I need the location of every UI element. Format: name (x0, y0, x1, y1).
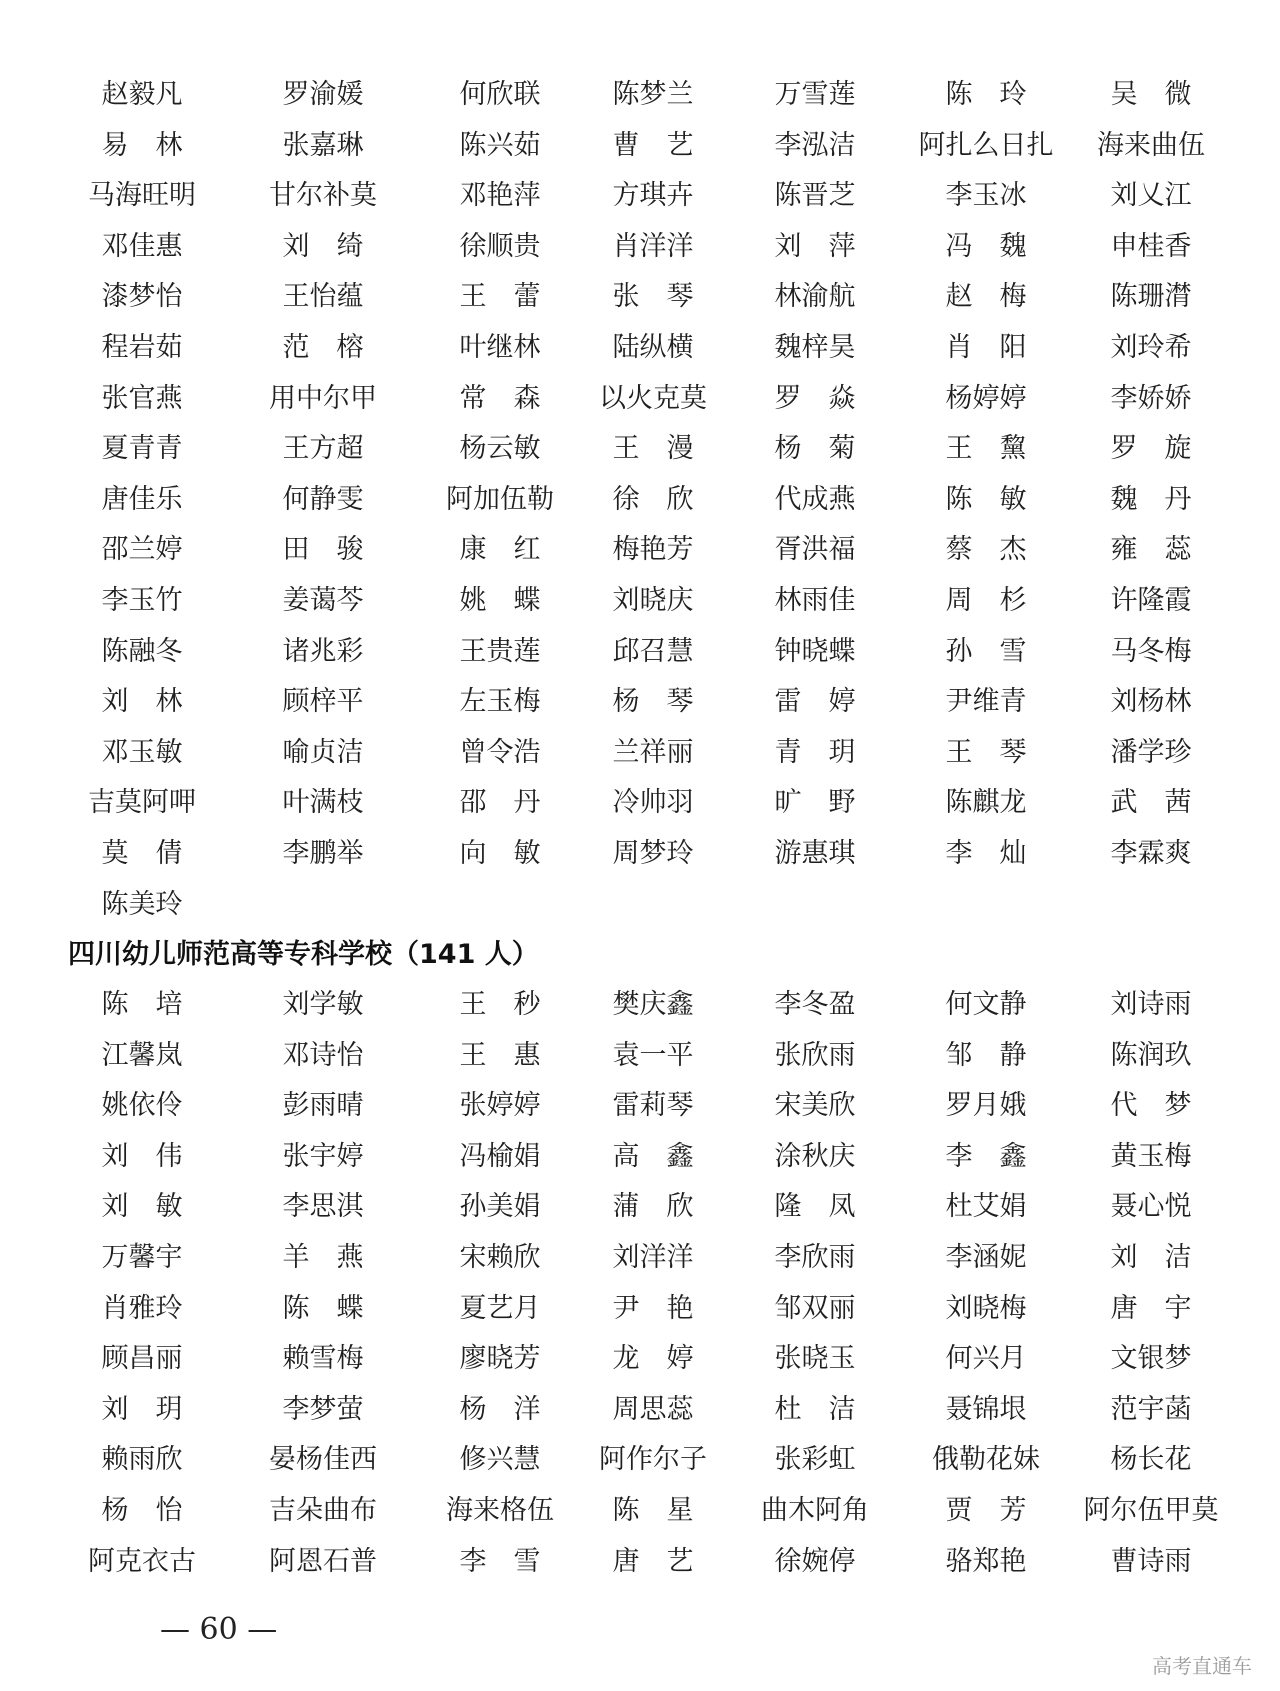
name-cell: 杨长花 (1110, 1444, 1192, 1476)
name-cell: 刘诗雨 (1110, 989, 1192, 1020)
name-cell: 蔡 杰 (945, 534, 1027, 566)
name-cell: 叶满枝 (282, 787, 364, 819)
name-cell: 梅艳芳 (612, 534, 694, 566)
name-row (0, 1334, 1280, 1384)
name-row (0, 272, 1280, 322)
name-cell: 武 茜 (1110, 787, 1192, 819)
name-cell: 唐佳乐 (101, 483, 183, 515)
name-cell: 徐 欣 (612, 483, 694, 515)
name-cell: 杨 洋 (459, 1393, 541, 1425)
name-row (0, 1435, 1280, 1485)
name-cell: 阿尔伍甲莫 (1083, 1495, 1219, 1526)
name-cell: 张 琴 (612, 281, 694, 313)
name-row (0, 1031, 1280, 1081)
name-cell: 陈梦兰 (612, 79, 694, 110)
name-cell: 陈美玲 (101, 888, 183, 920)
name-cell: 夏青青 (101, 433, 183, 465)
name-cell: 罗 焱 (774, 382, 856, 414)
name-cell: 陈 培 (101, 989, 183, 1020)
name-cell: 刘玲希 (1110, 332, 1192, 363)
name-row (0, 1486, 1280, 1536)
name-cell: 诸兆彩 (282, 635, 364, 667)
name-cell: 周思蕊 (612, 1393, 694, 1425)
name-cell: 易 林 (101, 129, 183, 161)
name-cell: 刘 玥 (101, 1393, 183, 1425)
name-cell: 宋美欣 (774, 1090, 856, 1122)
name-cell: 左玉梅 (459, 686, 541, 718)
name-cell: 向 敏 (459, 838, 541, 869)
name-cell: 陈麒龙 (945, 787, 1027, 819)
name-cell: 刘乂江 (1110, 180, 1192, 212)
name-cell: 陈兴茹 (459, 129, 541, 161)
name-cell: 张官燕 (101, 382, 183, 414)
name-cell: 张晓玉 (774, 1343, 856, 1375)
name-cell: 姚依伶 (101, 1090, 183, 1122)
name-cell: 李玉冰 (945, 180, 1027, 212)
name-cell: 李 灿 (945, 838, 1027, 869)
name-cell: 李涵妮 (945, 1242, 1027, 1273)
name-cell: 吉莫阿呷 (88, 787, 196, 819)
name-cell: 魏 丹 (1110, 483, 1192, 515)
name-cell: 周梦玲 (612, 838, 694, 869)
name-cell: 刘 洁 (1110, 1242, 1192, 1273)
name-cell: 游惠琪 (774, 838, 856, 869)
name-cell: 周 杉 (945, 585, 1027, 616)
name-cell: 袁一平 (612, 1039, 694, 1071)
name-cell: 用中尔甲 (269, 382, 377, 414)
name-row (0, 1081, 1280, 1131)
name-cell: 邓玉敏 (101, 736, 183, 768)
name-row (0, 323, 1280, 373)
name-cell: 邱召慧 (612, 635, 694, 667)
name-cell: 范宇菡 (1110, 1393, 1192, 1425)
name-cell: 漆梦怡 (101, 281, 183, 313)
watermark: 高考直通车 (1152, 1654, 1252, 1678)
name-cell: 骆郑艳 (945, 1545, 1027, 1577)
name-cell: 李梦萤 (282, 1393, 364, 1425)
name-cell: 雷莉琴 (612, 1090, 694, 1122)
name-cell: 李冬盈 (774, 989, 856, 1020)
name-cell: 李玉竹 (101, 585, 183, 616)
page-number: — 60 — (160, 1612, 278, 1647)
name-cell: 姚 蝶 (459, 585, 541, 616)
name-cell: 康 红 (459, 534, 541, 566)
name-row (0, 475, 1280, 525)
name-cell: 曹 艺 (612, 129, 694, 161)
name-row (0, 424, 1280, 474)
name-cell: 马海旺明 (88, 180, 196, 212)
name-row (0, 1132, 1280, 1182)
name-cell: 刘 萍 (774, 230, 856, 262)
name-row (0, 171, 1280, 221)
name-cell: 陈 玲 (945, 79, 1027, 110)
name-cell: 赵 梅 (945, 281, 1027, 313)
name-cell: 江馨岚 (101, 1039, 183, 1071)
name-cell: 曲木阿角 (761, 1495, 869, 1526)
name-cell: 冯 魏 (945, 230, 1027, 262)
name-cell: 陆纵横 (612, 332, 694, 363)
name-cell: 李欣雨 (774, 1242, 856, 1273)
name-cell: 兰祥丽 (612, 736, 694, 768)
name-cell: 杨 菊 (774, 433, 856, 465)
name-cell: 刘学敏 (282, 989, 364, 1020)
name-row (0, 829, 1280, 879)
name-cell: 姜蔼芩 (282, 585, 364, 616)
name-cell: 陈 星 (612, 1495, 694, 1526)
name-cell: 刘晓庆 (612, 585, 694, 616)
name-cell: 邵兰婷 (101, 534, 183, 566)
name-cell: 海来曲伍 (1097, 129, 1205, 161)
name-cell: 王 琴 (945, 736, 1027, 768)
name-cell: 罗 旋 (1110, 433, 1192, 465)
name-cell: 王 黧 (945, 433, 1027, 465)
name-cell: 莫 倩 (101, 838, 183, 869)
name-cell: 张婷婷 (459, 1090, 541, 1122)
name-cell: 刘洋洋 (612, 1242, 694, 1273)
name-cell: 肖 阳 (945, 332, 1027, 363)
name-cell: 田 骏 (282, 534, 364, 566)
name-cell: 方琪卉 (612, 180, 694, 212)
name-cell: 樊庆鑫 (612, 989, 694, 1020)
name-cell: 文银梦 (1110, 1343, 1192, 1375)
name-cell: 陈融冬 (101, 635, 183, 667)
name-cell: 旷 野 (774, 787, 856, 819)
name-cell: 黄玉梅 (1110, 1140, 1192, 1172)
name-row (0, 1182, 1280, 1232)
name-row (0, 880, 1280, 930)
name-cell: 陈晋芝 (774, 180, 856, 212)
name-cell: 林渝航 (774, 281, 856, 313)
name-cell: 唐 宇 (1110, 1292, 1192, 1324)
name-row (0, 980, 1280, 1030)
name-cell: 何静雯 (282, 483, 364, 515)
name-cell: 蒲 欣 (612, 1191, 694, 1223)
name-cell: 王 惠 (459, 1039, 541, 1071)
name-cell: 陈 敏 (945, 483, 1027, 515)
name-cell: 晏杨佳西 (269, 1444, 377, 1476)
name-row (0, 1233, 1280, 1283)
name-cell: 廖晓芳 (459, 1343, 541, 1375)
name-cell: 李 鑫 (945, 1140, 1027, 1172)
name-cell: 万雪莲 (774, 79, 856, 110)
name-cell: 何兴月 (945, 1343, 1027, 1375)
name-cell: 以火克莫 (599, 382, 707, 414)
name-cell: 尹维青 (945, 686, 1027, 718)
name-cell: 邹双丽 (774, 1292, 856, 1324)
name-cell: 喻贞洁 (282, 736, 364, 768)
name-cell: 刘杨林 (1110, 686, 1192, 718)
name-cell: 龙 婷 (612, 1343, 694, 1375)
name-cell: 尹 艳 (612, 1292, 694, 1324)
name-cell: 何欣联 (459, 79, 541, 110)
name-cell: 邵 丹 (459, 787, 541, 819)
name-cell: 罗渝媛 (282, 79, 364, 110)
name-cell: 高 鑫 (612, 1140, 694, 1172)
name-cell: 张宇婷 (282, 1140, 364, 1172)
name-cell: 李思淇 (282, 1191, 364, 1223)
name-cell: 罗月娥 (945, 1090, 1027, 1122)
name-cell: 阿作尔子 (599, 1444, 707, 1476)
name-cell: 雷 婷 (774, 686, 856, 718)
name-cell: 申桂香 (1110, 230, 1192, 262)
name-cell: 杜艾娟 (945, 1191, 1027, 1223)
name-cell: 赵毅凡 (101, 79, 183, 110)
name-cell: 刘 伟 (101, 1140, 183, 1172)
name-cell: 李 雪 (459, 1545, 541, 1577)
name-cell: 何文静 (945, 989, 1027, 1020)
name-cell: 彭雨晴 (282, 1090, 364, 1122)
name-cell: 俄勒花妹 (932, 1444, 1040, 1476)
name-cell: 魏梓昊 (774, 332, 856, 363)
name-cell: 贾 芳 (945, 1495, 1027, 1526)
name-cell: 阿加伍勒 (446, 483, 554, 515)
name-cell: 曹诗雨 (1110, 1545, 1192, 1577)
name-row (0, 222, 1280, 272)
name-cell: 常 森 (459, 382, 541, 414)
name-cell: 刘晓梅 (945, 1292, 1027, 1324)
name-cell: 杨 琴 (612, 686, 694, 718)
name-cell: 孙 雪 (945, 635, 1027, 667)
name-cell: 王 蕾 (459, 281, 541, 313)
name-cell: 聂心悦 (1110, 1191, 1192, 1223)
name-cell: 聂锦垠 (945, 1393, 1027, 1425)
name-cell: 肖洋洋 (612, 230, 694, 262)
name-cell: 阿扎么日扎 (918, 129, 1054, 161)
name-cell: 宋赖欣 (459, 1242, 541, 1273)
name-row (0, 1284, 1280, 1334)
name-cell: 许隆霞 (1110, 585, 1192, 616)
name-cell: 邓诗怡 (282, 1039, 364, 1071)
name-row (0, 778, 1280, 828)
name-cell: 张彩虹 (774, 1444, 856, 1476)
name-cell: 钟晓蝶 (774, 635, 856, 667)
name-cell: 叶继林 (459, 332, 541, 363)
name-cell: 顾梓平 (282, 686, 364, 718)
name-cell: 曾令浩 (459, 736, 541, 768)
name-row (0, 728, 1280, 778)
name-cell: 范 榕 (282, 332, 364, 363)
name-cell: 冯榆娟 (459, 1140, 541, 1172)
name-cell: 阿恩石普 (269, 1545, 377, 1577)
name-cell: 杨云敏 (459, 433, 541, 465)
name-row (0, 677, 1280, 727)
name-cell: 涂秋庆 (774, 1140, 856, 1172)
name-cell: 吴 微 (1110, 79, 1192, 110)
name-cell: 吉朵曲布 (269, 1495, 377, 1526)
name-cell: 潘学珍 (1110, 736, 1192, 768)
name-row (0, 70, 1280, 120)
name-cell: 邓佳惠 (101, 230, 183, 262)
name-cell: 王方超 (282, 433, 364, 465)
name-cell: 李霖爽 (1110, 838, 1192, 869)
name-cell: 王 漫 (612, 433, 694, 465)
name-cell: 雍 蕊 (1110, 534, 1192, 566)
name-cell: 李泓洁 (774, 129, 856, 161)
name-cell: 徐婉停 (774, 1545, 856, 1577)
name-cell: 王 秒 (459, 989, 541, 1020)
name-row (0, 121, 1280, 171)
section-heading: 四川幼儿师范高等专科学校（141 人） (68, 939, 539, 970)
name-cell: 李娇娇 (1110, 382, 1192, 414)
name-cell: 张嘉琳 (282, 129, 364, 161)
name-cell: 邓艳萍 (459, 180, 541, 212)
name-cell: 马冬梅 (1110, 635, 1192, 667)
name-row (0, 1385, 1280, 1435)
name-row (0, 627, 1280, 677)
name-cell: 赖雨欣 (101, 1444, 183, 1476)
name-cell: 徐顺贵 (459, 230, 541, 262)
name-cell: 隆 凤 (774, 1191, 856, 1223)
name-cell: 王贵莲 (459, 635, 541, 667)
name-cell: 张欣雨 (774, 1039, 856, 1071)
name-cell: 陈润玖 (1110, 1039, 1192, 1071)
name-cell: 程岩茹 (101, 332, 183, 363)
name-cell: 青 玥 (774, 736, 856, 768)
name-cell: 胥洪福 (774, 534, 856, 566)
name-cell: 邹 静 (945, 1039, 1027, 1071)
name-cell: 杨 怡 (101, 1495, 183, 1526)
name-row (0, 374, 1280, 424)
name-cell: 王怡蕴 (282, 281, 364, 313)
name-cell: 肖雅玲 (101, 1292, 183, 1324)
name-cell: 李鹏举 (282, 838, 364, 869)
name-cell: 杨婷婷 (945, 382, 1027, 414)
name-cell: 赖雪梅 (282, 1343, 364, 1375)
name-cell: 冷帅羽 (612, 787, 694, 819)
name-cell: 陈 蝶 (282, 1292, 364, 1324)
name-cell: 甘尔补莫 (269, 180, 377, 212)
name-cell: 刘 敏 (101, 1191, 183, 1223)
name-cell: 刘 绮 (282, 230, 364, 262)
name-cell: 修兴慧 (459, 1444, 541, 1476)
name-cell: 孙美娟 (459, 1191, 541, 1223)
name-cell: 万馨宇 (101, 1242, 183, 1273)
name-row (0, 1537, 1280, 1587)
name-cell: 刘 林 (101, 686, 183, 718)
name-cell: 羊 燕 (282, 1242, 364, 1273)
name-cell: 陈珊潸 (1110, 281, 1192, 313)
name-cell: 顾昌丽 (101, 1343, 183, 1375)
name-row (0, 525, 1280, 575)
name-cell: 代成燕 (774, 483, 856, 515)
name-cell: 唐 艺 (612, 1545, 694, 1577)
name-cell: 杜 洁 (774, 1393, 856, 1425)
name-cell: 海来格伍 (446, 1495, 554, 1526)
name-cell: 林雨佳 (774, 585, 856, 616)
name-cell: 夏艺月 (459, 1292, 541, 1324)
name-cell: 代 梦 (1110, 1090, 1192, 1122)
name-row (0, 576, 1280, 626)
name-cell: 阿克衣古 (88, 1545, 196, 1577)
